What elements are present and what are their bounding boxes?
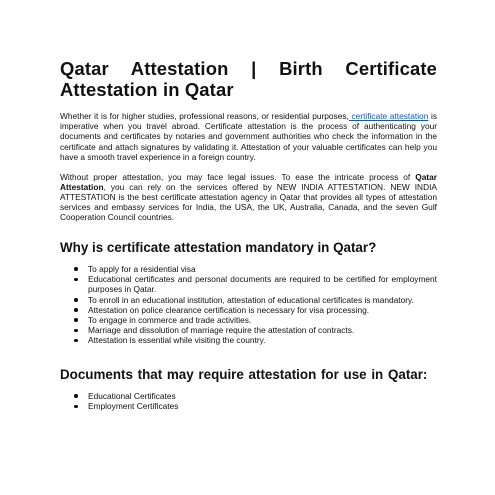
list-item [60, 274, 437, 294]
documents-list [60, 391, 437, 411]
list-item-text: To apply for a residential visa [88, 264, 196, 275]
list-item [60, 295, 437, 305]
list-item-text: Marriage and dissolution of marriage require the attestation of contracts. [88, 325, 355, 336]
list-item [60, 325, 437, 335]
intro2-text-start: Without proper attestation, you may face legal issues. To ease the intricate process of [60, 171, 416, 182]
list-item [60, 264, 437, 274]
intro-text-end: is imperative when you travel abroad. Certificate attestation is the process of authenticating your documents and certificates by notaries and government authorities who check the information in the certificate and attach signatures by validating it. Attestation of your valuable certificates can help you have a smooth travel experience in a foreign country. [60, 111, 438, 162]
bullet-icon [74, 278, 78, 282]
bullet-icon [74, 394, 78, 398]
list-item-text: To enroll in an educational institution, attestation of educational certificates is mandatory. [88, 294, 414, 305]
intro-paragraph-2 [60, 172, 437, 223]
intro-text-start: Whether it is for higher studies, professional reasons, or residential purposes, [60, 111, 349, 121]
page-title: Qatar Attestation | Birth Certificate Attestation in Qatar [60, 58, 437, 100]
mandatory-heading: Why is certificate attestation mandatory in Qatar? [60, 239, 377, 255]
bullet-icon [74, 405, 78, 409]
bullet-icon [74, 339, 78, 343]
list-item-text: Attestation is essential while visiting the country. [88, 335, 266, 346]
list-item-text: Educational Certificates [88, 391, 176, 402]
list-item [60, 305, 437, 315]
list-item-text: To engage in commerce and trade activities. [88, 315, 252, 326]
list-item [60, 391, 437, 401]
bullet-icon [74, 308, 78, 312]
list-item [60, 315, 437, 325]
certificate-attestation-link[interactable]: certificate attestation [348, 111, 429, 121]
list-item [60, 401, 437, 411]
mandatory-list [60, 264, 437, 346]
list-item [60, 335, 437, 345]
list-item-text: Employment Certificates [88, 401, 179, 412]
bullet-icon [74, 329, 78, 333]
list-item-text: Attestation on police clearance certification is necessary for visa processing. [88, 304, 370, 315]
bullet-icon [74, 318, 78, 322]
documents-heading: Documents that may require attestation for use in Qatar: [60, 366, 428, 382]
qatar-attestation-bold: Qatar Attestation [60, 171, 437, 192]
intro-paragraph-1 [60, 111, 437, 162]
bullet-icon [74, 267, 78, 271]
list-item-text: Educational certificates and personal documents are required to be certified for employment purposes in Qatar. [88, 274, 437, 295]
bullet-icon [74, 298, 78, 302]
intro2-text-end: , you can rely on the services offered by NEW INDIA ATTESTATION. NEW INDIA ATTESTATION is the best certificate attestation agency in Qatar that provides all types of attestation services and embassy services for India, the USA, the UK, Australia, Canada, and the seven Gulf Cooperation Council countries. [60, 181, 437, 223]
